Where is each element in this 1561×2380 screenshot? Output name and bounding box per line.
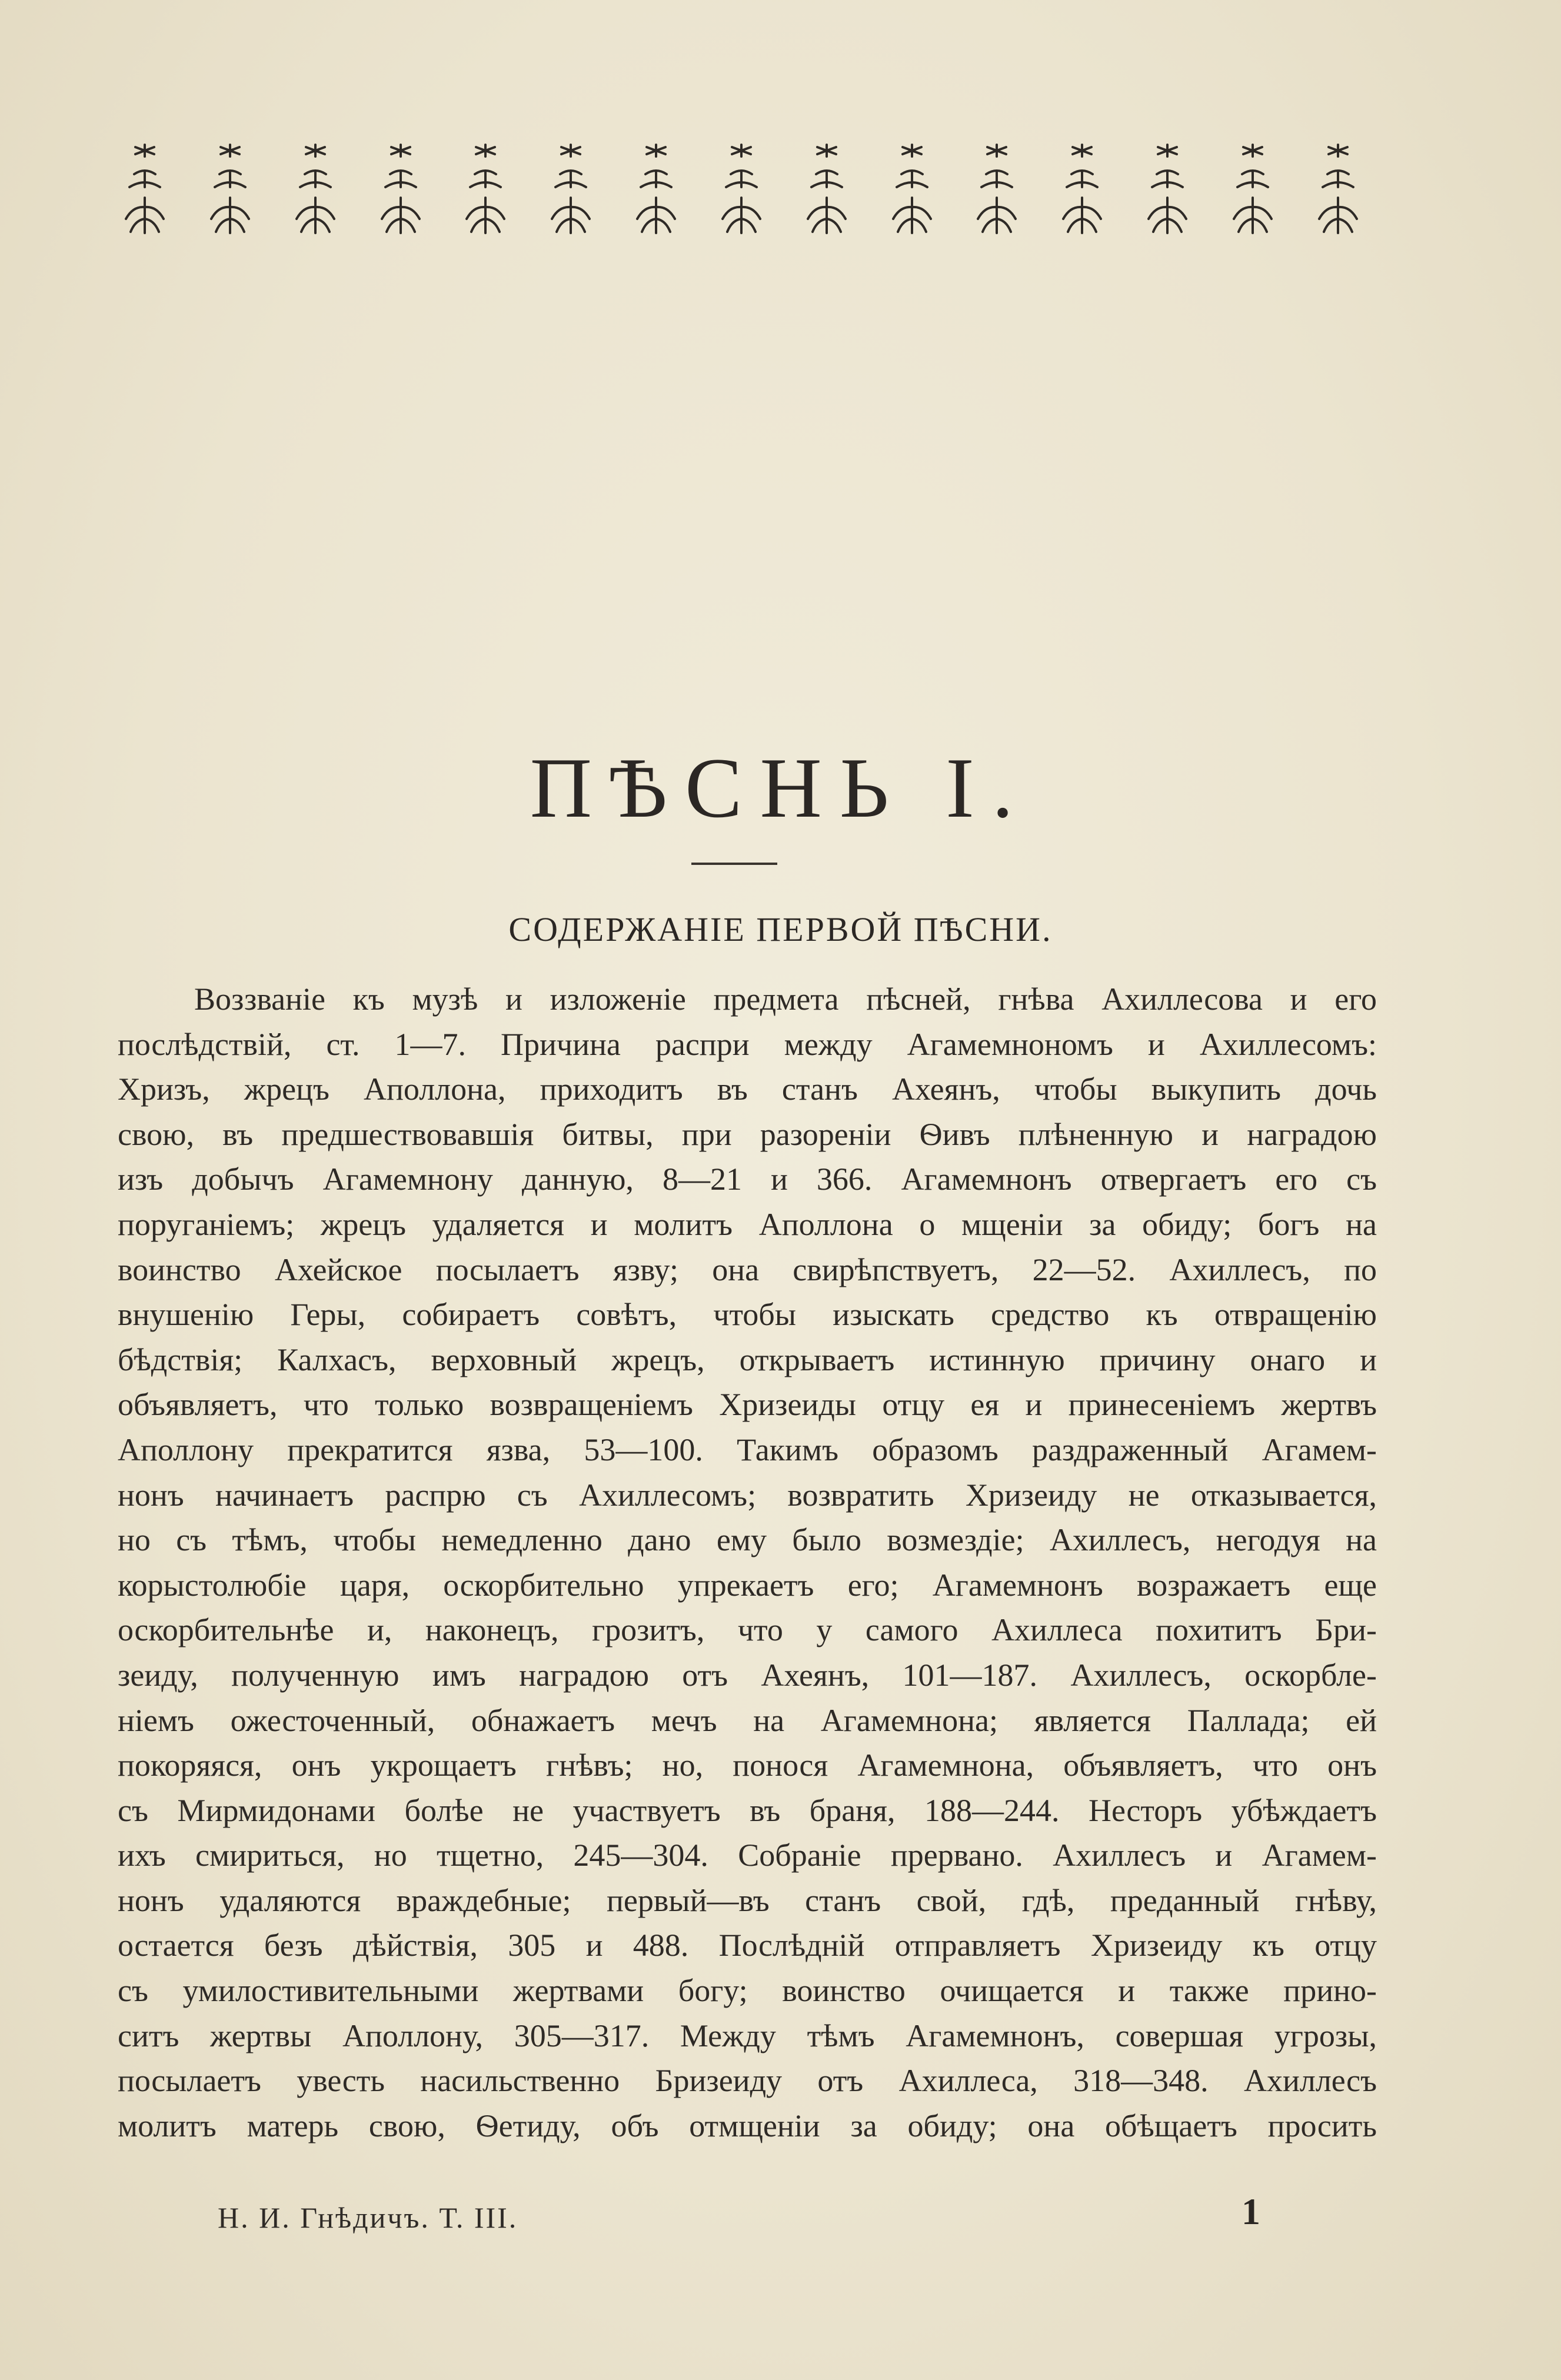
fern-ornament-icon bbox=[458, 141, 512, 241]
fern-ornament-icon bbox=[118, 141, 172, 241]
fern-ornament-icon bbox=[1311, 141, 1365, 241]
text-line: изъ добычъ Агамемнону данную, 8—21 и 366. Агамемнонъ отвергаетъ его съ bbox=[118, 1161, 1377, 1197]
title-rule bbox=[691, 863, 777, 865]
text-line: бѣдствія; Калхасъ, верховный жрецъ, открываетъ истинную причину онаго и bbox=[118, 1342, 1377, 1377]
fern-ornament-icon bbox=[970, 141, 1024, 241]
text-line: ніемъ ожесточенный, обнажаетъ мечъ на Агамемнона; является Паллада; ей bbox=[118, 1702, 1377, 1738]
text-line: посылаетъ увесть насильственно Бризеиду отъ Ахиллеса, 318—348. Ахиллесъ bbox=[118, 2063, 1377, 2099]
fern-ornament-icon bbox=[288, 141, 342, 241]
text-line: Воззваніе къ музѣ и изложеніе предмета пѣсней, гнѣва Ахиллесова и его bbox=[194, 981, 1377, 1017]
fern-ornament-icon bbox=[203, 141, 257, 241]
text-line: покоряяся, онъ укрощаетъ гнѣвъ; но, понося Агамемнона, объявляетъ, что онъ bbox=[118, 1747, 1377, 1783]
text-line: объявляетъ, что только возвращеніемъ Хризеиды отцу ея и принесеніемъ жертвъ bbox=[118, 1387, 1377, 1423]
fern-ornament-icon bbox=[714, 141, 768, 241]
text-line: съ Мирмидонами болѣе не участвуетъ въ браня, 188—244. Несторъ убѣждаетъ bbox=[118, 1792, 1377, 1828]
section-subtitle: СОДЕРЖАНІЕ ПЕРВОЙ ПѢСНИ. bbox=[508, 910, 1053, 948]
text-line: зеиду, полученную имъ наградою отъ Ахеянъ, 101—187. Ахиллесъ, оскорбле- bbox=[118, 1657, 1377, 1693]
text-line: поруганіемъ; жрецъ удаляется и молитъ Аполлона о мщеніи за обиду; богъ на bbox=[118, 1206, 1377, 1242]
text-line: молитъ матерь свою, Ѳетиду, объ отмщеніи за обиду; она обѣщаетъ просить bbox=[118, 2108, 1377, 2143]
text-line: воинство Ахейское посылаетъ язву; она свирѣпствуетъ, 22—52. Ахиллесъ, по bbox=[118, 1251, 1377, 1287]
text-line: съ умилостивительными жертвами богу; воинство очищается и также прино- bbox=[118, 1973, 1377, 2009]
text-line: свою, въ предшествовавшія битвы, при разореніи Ѳивъ плѣненную и наградою bbox=[118, 1116, 1377, 1152]
fern-ornament-icon bbox=[1226, 141, 1280, 241]
page-title: ПѢСНЬ I. bbox=[530, 740, 1031, 836]
fern-ornament-icon bbox=[1140, 141, 1194, 241]
summary-paragraph bbox=[118, 977, 1377, 2148]
text-line: ситъ жертвы Аполлону, 305—317. Между тѣмъ Агамемнонъ, совершая угрозы, bbox=[118, 2018, 1377, 2053]
text-line: остается безъ дѣйствія, 305 и 488. Послѣдній отправляетъ Хризеиду къ отцу bbox=[118, 1928, 1377, 1963]
text-line: Аполлону прекратится язва, 53—100. Такимъ образомъ раздраженный Агамем- bbox=[118, 1432, 1377, 1467]
text-line: Хризъ, жрецъ Аполлона, приходитъ въ станъ Ахеянъ, чтобы выкупить дочь bbox=[118, 1071, 1377, 1107]
text-line: нонъ начинаетъ распрю съ Ахиллесомъ; возвратить Хризеиду не отказывается, bbox=[118, 1477, 1377, 1513]
fern-ornament-icon bbox=[885, 141, 939, 241]
text-line: оскорбительнѣе и, наконецъ, грозитъ, что у самого Ахиллеса похититъ Бри- bbox=[118, 1612, 1377, 1648]
text-line: нонъ удаляются враждебные; первый—въ станъ свой, гдѣ, преданный гнѣву, bbox=[118, 1882, 1377, 1918]
text-line: но съ тѣмъ, чтобы немедленно дано ему было возмездіе; Ахиллесъ, негодуя на bbox=[118, 1522, 1377, 1558]
footer-signature: Н. И. Гнѣдичъ. Т. III. bbox=[218, 2201, 518, 2234]
text-line: внушенію Геры, собираетъ совѣтъ, чтобы изыскать средство къ отвращенію bbox=[118, 1297, 1377, 1333]
fern-ornament-icon bbox=[800, 141, 854, 241]
page-number: 1 bbox=[1242, 2191, 1260, 2232]
fern-ornament-icon bbox=[374, 141, 428, 241]
fern-ornament-icon bbox=[544, 141, 598, 241]
text-line: послѣдствій, ст. 1—7. Причина распри между Агамемнономъ и Ахиллесомъ: bbox=[118, 1026, 1377, 1062]
fern-ornament-icon bbox=[629, 141, 683, 241]
text-line: корыстолюбіе царя, оскорбительно упрекаетъ его; Агамемнонъ возражаетъ еще bbox=[118, 1567, 1377, 1603]
ornament-band bbox=[118, 141, 1365, 241]
text-line: ихъ смириться, но тщетно, 245—304. Собраніе прервано. Ахиллесъ и Агамем- bbox=[118, 1838, 1377, 1873]
fern-ornament-icon bbox=[1055, 141, 1109, 241]
